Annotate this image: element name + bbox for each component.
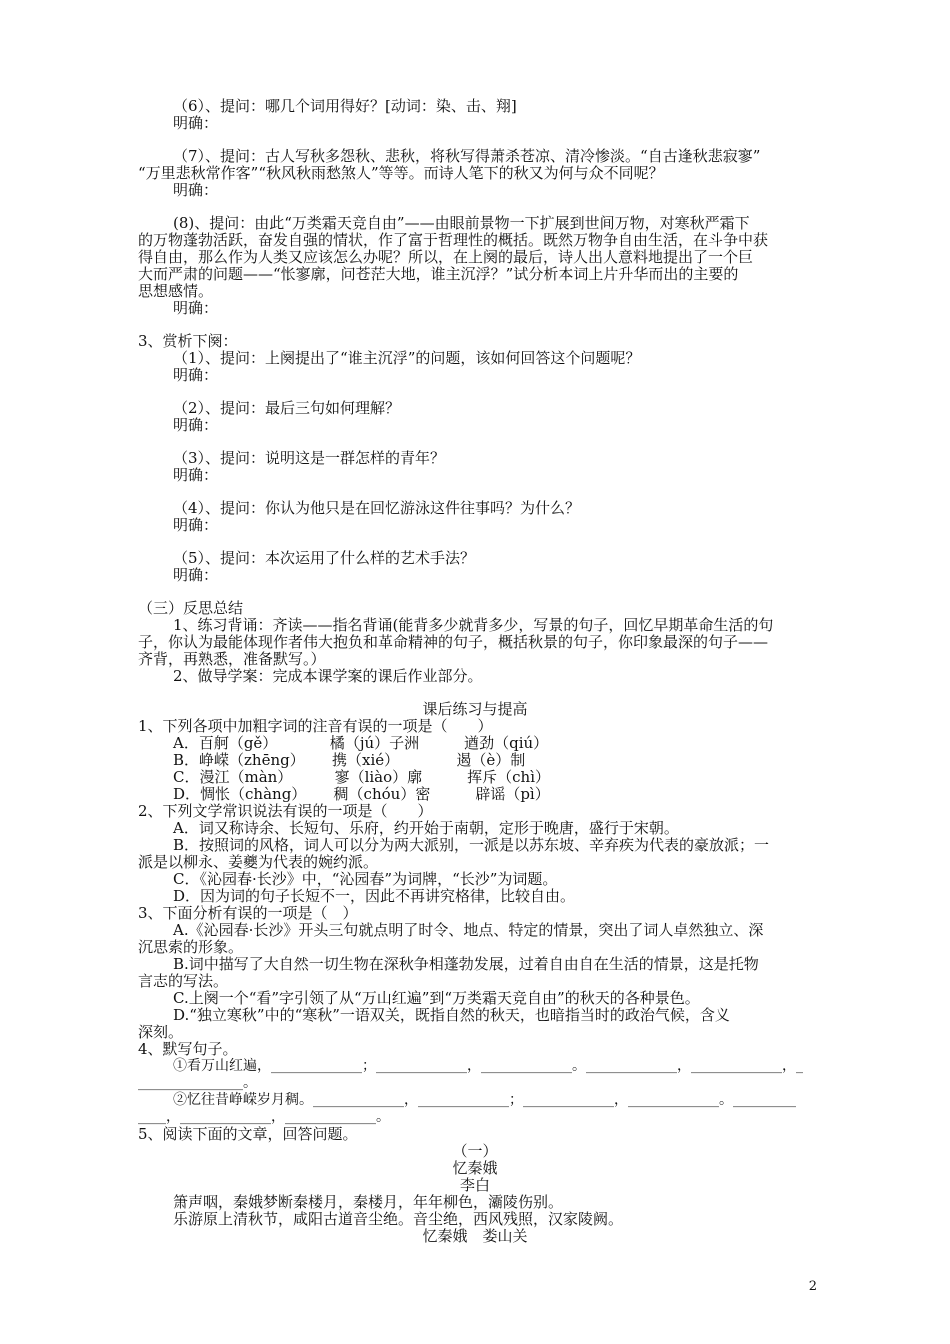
ex3-question: 3、下面分析有误的一项是（ ） bbox=[138, 904, 358, 922]
ex1-option-b: B．峥嵘（zhēng） 携（xié） 遏（è）制 bbox=[173, 751, 526, 769]
ex4-question: 4、默写句子。 bbox=[138, 1040, 238, 1058]
ex3-option-b-cont: 言志的写法。 bbox=[138, 972, 229, 990]
ex2-question: 2、下列文学常识说法有误的一项是（ ） bbox=[138, 802, 433, 820]
q2-line: （2）、提问：最后三句如何理解？ bbox=[173, 399, 401, 417]
ex1-option-d: D．惆怅（chàng） 稠（chóu）密 辟谣（pì） bbox=[173, 785, 550, 803]
ex4-blank-2-cont: ____，_____________，_____________。 bbox=[138, 1109, 390, 1125]
q1-line: （1）、提问：上阕提出了“谁主沉浮”的问题，该如何回答这个问题呢？ bbox=[173, 349, 641, 367]
ex3-option-b: B.词中描写了大自然一切生物在深秋争相蓬勃发展，过着自由自在生活的情景，这是托物 bbox=[173, 955, 759, 973]
ex3-option-a-cont: 沉思索的形象。 bbox=[138, 938, 244, 956]
q8-line-4: 大而严肃的问题——“怅寥廓，问苍茫大地，谁主沉浮？”试分析本词上片升华而出的主要的 bbox=[138, 265, 739, 283]
ex1-option-c: C．漫江（màn） 寥（liào）廓 挥斥（chì） bbox=[173, 768, 551, 786]
q8-line-2: 的万物蓬勃活跃，奋发自强的情状，作了富于哲理性的概括。既然万物争自由生活，在斗争中获 bbox=[138, 231, 769, 249]
ex4-blank-2: ②忆往昔峥嵘岁月稠。_____________，_____________；_____________，_____________。_________ bbox=[173, 1092, 796, 1108]
ex2-option-d: D．因为词的句子长短不一，因此不再讲究格律，比较自由。 bbox=[173, 887, 576, 905]
ex1-option-a: A．百舸（gě） 橘（jú）子洲 遒劲（qiú） bbox=[173, 734, 549, 752]
answer-label: 明确： bbox=[173, 416, 219, 434]
reflection-line-2: 子，你认为最能体现作者伟大抱负和革命精神的句子，概括秋景的句子，你印象最深的句子—— bbox=[138, 633, 769, 651]
answer-label: 明确： bbox=[173, 466, 219, 484]
page-number: 2 bbox=[808, 1279, 817, 1294]
ex2-option-b: B．按照词的风格，词人可以分为两大派别，一派是以苏东坡、辛弃疾为代表的豪放派；一 bbox=[173, 836, 770, 854]
q6-line: （6）、提问：哪几个词用得好？[动词：染、击、翔] bbox=[173, 97, 517, 115]
answer-label: 明确： bbox=[173, 181, 219, 199]
reflection-line-3: 齐背，再熟悉，准备默写。） bbox=[138, 650, 326, 668]
ex3-option-c: C.上阕一个“看”字引领了从“万山红遍”到“万类霜天竞自由”的秋天的各种景色。 bbox=[173, 989, 700, 1007]
ex3-option-a: A.《沁园春·长沙》开头三句就点明了时令、地点、特定的情景，突出了词人卓然独立、深 bbox=[173, 921, 764, 939]
reflection-line-1: 1、练习背诵：齐读——指名背诵(能背多少就背多少，写景的句子，回忆早期革命生活的句 bbox=[173, 616, 774, 634]
exercise-title: 课后练习与提高 bbox=[422, 700, 528, 718]
answer-label: 明确： bbox=[173, 516, 219, 534]
q7-line-2: “万里悲秋常作客”“秋风秋雨愁煞人”等等。而诗人笔下的秋又为何与众不同呢？ bbox=[138, 164, 664, 182]
ex1-question: 1、下列各项中加粗字词的注音有误的一项是（ ） bbox=[138, 717, 493, 735]
q8-line: (8)、提问：由此“万类霜天竞自由”——由眼前景物一下扩展到世间万物，对寒秋严霜下 bbox=[173, 214, 750, 232]
answer-label: 明确： bbox=[173, 366, 219, 384]
q7-line: （7）、提问：古人写秋多怨秋、悲秋，将秋写得萧杀苍凉、清冷惨淡。“自古逢秋悲寂寥” bbox=[173, 147, 761, 165]
ex3-option-d: D.“独立寒秋”中的“寒秋”一语双关，既指自然的秋天，也暗指当时的政治气候，含义 bbox=[173, 1006, 730, 1024]
ex4-blank-1-cont: _______________。 bbox=[138, 1075, 257, 1091]
q3-line: （3）、提问：说明这是一群怎样的青年？ bbox=[173, 449, 446, 467]
q4-line: （4）、提问：你认为他只是在回忆游泳这件往事吗？为什么？ bbox=[173, 499, 581, 517]
ex4-blank-1: ①看万山红遍，_____________；_____________，_____________。_____________，_____________，_ bbox=[173, 1058, 803, 1074]
q8-line-3: 得自由，那么作为人类又应该怎么办呢？所以，在上阕的最后，诗人出人意料地提出了一个巨 bbox=[138, 248, 754, 266]
ex5-question: 5、阅读下面的文章，回答问题。 bbox=[138, 1125, 358, 1143]
ex2-option-a: A．词又称诗余、长短句、乐府，约开始于南朝，定形于晚唐，盛行于宋朝。 bbox=[173, 819, 679, 837]
q5-line: （5）、提问：本次运用了什么样的艺术手法？ bbox=[173, 549, 476, 567]
answer-label: 明确： bbox=[173, 566, 219, 584]
ex2-option-c: C．《沁园春·长沙》中，“沁园春”为词牌，“长沙”为词题。 bbox=[173, 870, 558, 888]
poem-author: 李白 bbox=[459, 1176, 490, 1194]
poem-line-1: 箫声咽，秦娥梦断秦楼月，秦楼月，年年柳色，灞陵伤别。 bbox=[173, 1193, 564, 1211]
poem-section-label: （一） bbox=[452, 1142, 498, 1160]
reflection-heading: （三）反思总结 bbox=[138, 599, 244, 617]
reflection-line-4: 2、做导学案：完成本课学案的课后作业部分。 bbox=[173, 667, 483, 685]
poem2-title: 忆秦娥 娄山关 bbox=[422, 1227, 528, 1245]
poem-title: 忆秦娥 bbox=[452, 1159, 498, 1177]
poem-line-2: 乐游原上清秋节，咸阳古道音尘绝。音尘绝，西风残照，汉家陵阙。 bbox=[173, 1210, 624, 1228]
section-3-heading: 3、赏析下阕： bbox=[138, 332, 238, 350]
ex3-option-d-cont: 深刻。 bbox=[138, 1023, 184, 1041]
ex2-option-b-cont: 派是以柳永、姜夔为代表的婉约派。 bbox=[138, 853, 379, 871]
answer-label: 明确： bbox=[173, 114, 219, 132]
q8-line-5: 思想感情。 bbox=[138, 282, 214, 300]
answer-label: 明确： bbox=[173, 299, 219, 317]
